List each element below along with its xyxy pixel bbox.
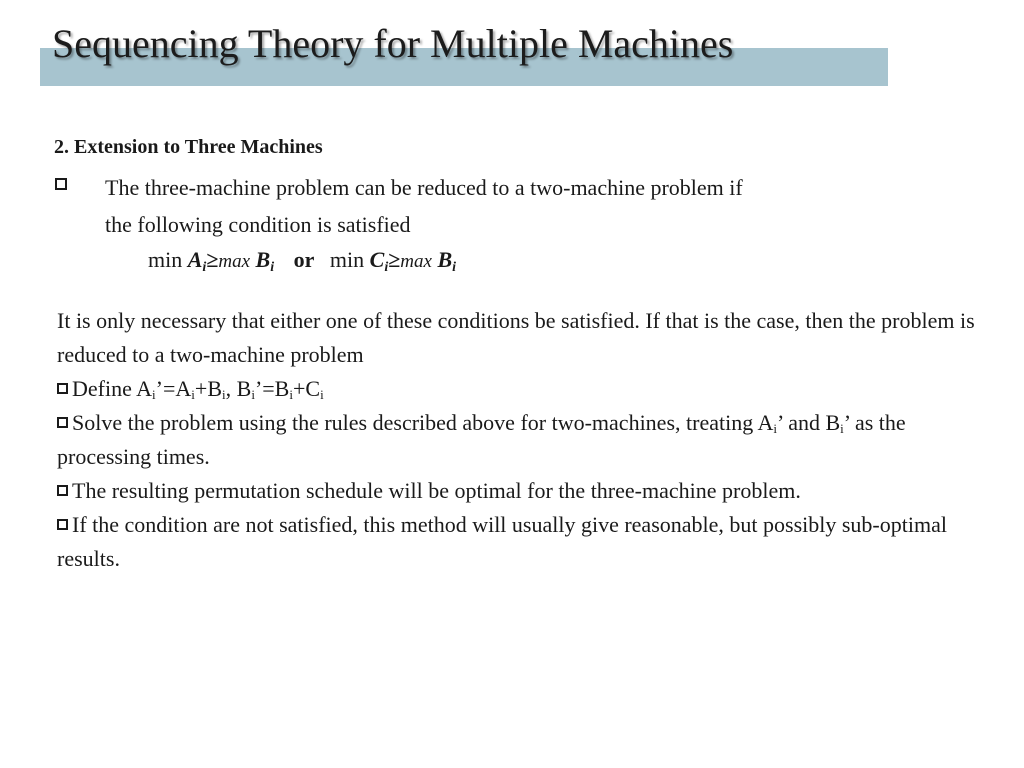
geq-symbol: ≥ — [388, 247, 401, 272]
intro-line-2: the following condition is satisfied — [105, 212, 411, 237]
max-label: max — [400, 251, 432, 272]
section-heading: 2. Extension to Three Machines — [54, 136, 323, 158]
max-label: max — [218, 251, 251, 272]
square-bullet-icon — [57, 383, 68, 394]
body-text — [57, 304, 977, 576]
intro-text — [105, 169, 885, 243]
sub-i: i — [202, 260, 207, 275]
condition-formula — [148, 245, 456, 283]
square-bullet-icon — [57, 519, 68, 530]
var-c: C — [369, 247, 385, 272]
paragraph: It is only necessary that either one of these conditions be satisfied. If that is the case, then the problem is reduced to a two-machine problem — [57, 308, 975, 367]
square-bullet-icon — [57, 417, 68, 428]
square-bullet-icon — [57, 485, 68, 496]
min-label: min — [148, 247, 183, 272]
min-label: min — [329, 247, 365, 272]
bullet-resulting: The resulting permutation schedule will be optimal for the three-machine problem. — [57, 474, 977, 508]
sub-i: i — [384, 260, 389, 275]
bullet-solve: Solve the problem using the rules described above for two-machines, treating $A_i$’ and $B_i$’ as the processing times. — [57, 410, 906, 469]
geq-symbol: ≥ — [206, 247, 219, 272]
var-b: B — [437, 247, 453, 272]
sub-i: i — [270, 260, 275, 275]
bullet-define: Define $A_i’=A_i+B_i$, $B_i’=B_i+C_i$ — [57, 372, 977, 406]
square-bullet-icon — [55, 178, 67, 190]
or-label: or — [293, 247, 315, 272]
intro-line-1: The three-machine problem can be reduced to a two-machine problem if — [105, 175, 743, 200]
var-a: A — [187, 247, 203, 272]
slide-title: Sequencing Theory for Multiple Machines — [52, 21, 734, 66]
bullet-condition-not: If the condition are not satisfied, this method will usually give reasonable, but possibly sub-optimal results. — [57, 512, 947, 571]
sub-i: i — [452, 260, 457, 275]
var-b: B — [255, 247, 271, 272]
